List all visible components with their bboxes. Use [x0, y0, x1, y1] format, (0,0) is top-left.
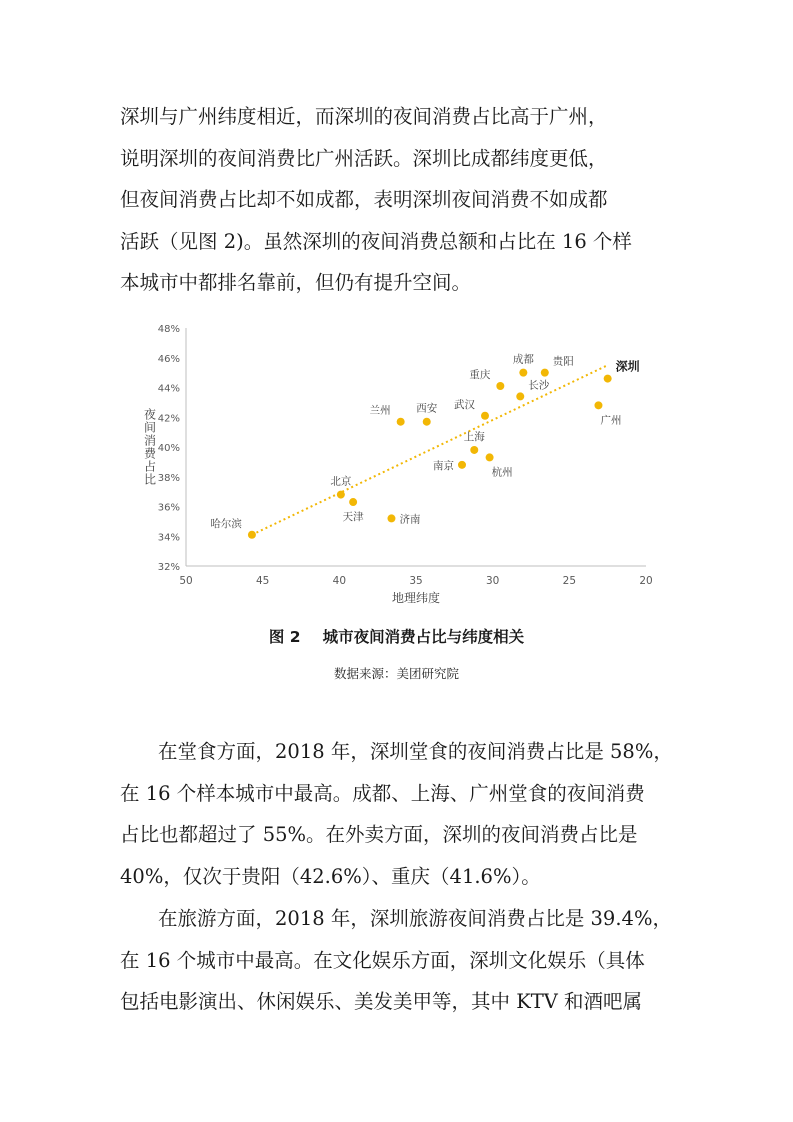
- x-tick-label: 25: [562, 575, 577, 587]
- point-label: 贵阳: [552, 355, 574, 368]
- point-label: 南京: [433, 459, 454, 472]
- data-point: [594, 401, 602, 409]
- y-tick-label: 32%: [157, 562, 180, 573]
- text-line: 占比也都超过了 55%。在外卖方面，深圳的夜间消费占比是: [120, 823, 638, 846]
- point-label: 重庆: [469, 369, 491, 382]
- point-label: 天津: [342, 511, 364, 524]
- text-line: 在堂食方面，2018 年，深圳堂食的夜间消费占比是 58%，: [158, 740, 673, 763]
- y-tick-label: 48%: [157, 324, 180, 335]
- x-tick-label: 30: [485, 575, 500, 587]
- text-line: 活跃（见图 2)。虽然深圳的夜间消费总额和占比在 16 个样: [120, 229, 632, 253]
- latitude-scatter-chart: [130, 316, 670, 616]
- point-label: 西安: [416, 402, 438, 415]
- dining-paragraph: [120, 731, 676, 897]
- point-label: 武汉: [454, 398, 475, 411]
- x-tick-label: 20: [639, 575, 653, 587]
- text-line: 本城市中都排名靠前，但仍有提升空间。: [120, 271, 472, 294]
- data-points: [210, 353, 639, 539]
- y-tick-label: 42%: [157, 413, 180, 425]
- text-line: 在 16 个城市中最高。在文化娱乐方面，深圳文化娱乐（具体: [120, 948, 645, 972]
- data-point: [541, 369, 549, 377]
- data-point: [519, 369, 527, 377]
- data-point: [470, 446, 478, 454]
- data-point: [337, 491, 345, 499]
- data-point: [458, 461, 466, 469]
- data-point: [423, 418, 431, 426]
- text-line: 但夜间消费占比却不如成都，表明深圳夜间消费不如成都: [120, 188, 608, 211]
- intro-paragraph: [120, 96, 676, 304]
- point-label: 长沙: [528, 379, 550, 392]
- point-label: 济南: [399, 513, 421, 526]
- x-tick-label: 45: [255, 575, 270, 587]
- text-line: 在旅游方面，2018 年，深圳旅游夜间消费占比是 39.4%，: [158, 907, 672, 930]
- point-label: 北京: [330, 475, 352, 488]
- y-tick-label: 34%: [157, 532, 180, 544]
- point-label: 深圳: [615, 359, 640, 374]
- data-point: [248, 531, 256, 539]
- text-line: 在 16 个样本城市中最高。成都、上海、广州堂食的夜间消费: [120, 781, 645, 805]
- data-point: [516, 392, 524, 400]
- x-tick-label: 40: [332, 575, 347, 587]
- tourism-paragraph: [120, 898, 676, 1023]
- data-point: [349, 498, 357, 506]
- point-label: 兰州: [369, 404, 391, 417]
- text-line: 说明深圳的夜间消费比广州活跃。深圳比成都纬度更低，: [120, 146, 608, 170]
- figure-caption: [0, 625, 793, 647]
- point-label: 上海: [463, 430, 485, 443]
- y-tick-labels: [158, 324, 180, 573]
- y-tick-label: 40%: [157, 443, 180, 454]
- text-line: 40%，仅次于贵阳（42.6%）、重庆（41.6%）。: [120, 864, 541, 888]
- y-tick-label: 46%: [157, 353, 180, 365]
- data-point: [397, 418, 405, 426]
- x-tick-labels: [179, 575, 652, 587]
- x-axis-title: 地理纬度: [391, 591, 441, 605]
- y-axis-title: 夜间消费占比: [143, 407, 157, 487]
- y-tick-label: 44%: [157, 383, 180, 395]
- data-point: [604, 375, 612, 383]
- point-label: 哈尔滨: [210, 517, 242, 530]
- text-line: 深圳与广州纬度相近，而深圳的夜间消费占比高于广州，: [120, 105, 608, 128]
- text-line: 包括电影演出、休闲娱乐、美发美甲等，其中 KTV 和酒吧属: [120, 990, 643, 1013]
- data-point: [496, 382, 504, 390]
- data-point: [387, 514, 395, 522]
- trendline: [252, 365, 608, 535]
- figure-number: 图 2: [268, 628, 301, 646]
- point-label: 广州: [600, 414, 622, 427]
- point-label: 杭州: [491, 466, 513, 479]
- chart-axes: [186, 328, 646, 566]
- data-point: [481, 412, 489, 420]
- figure-source: 数据来源：美团研究院: [333, 666, 459, 681]
- y-tick-label: 38%: [157, 472, 180, 484]
- y-tick-label: 36%: [157, 502, 180, 514]
- point-label: 成都: [512, 353, 534, 366]
- figure-title: 城市夜间消费占比与纬度相关: [322, 628, 525, 646]
- data-point: [486, 453, 494, 461]
- x-tick-label: 35: [409, 575, 423, 587]
- x-tick-label: 50: [179, 575, 193, 587]
